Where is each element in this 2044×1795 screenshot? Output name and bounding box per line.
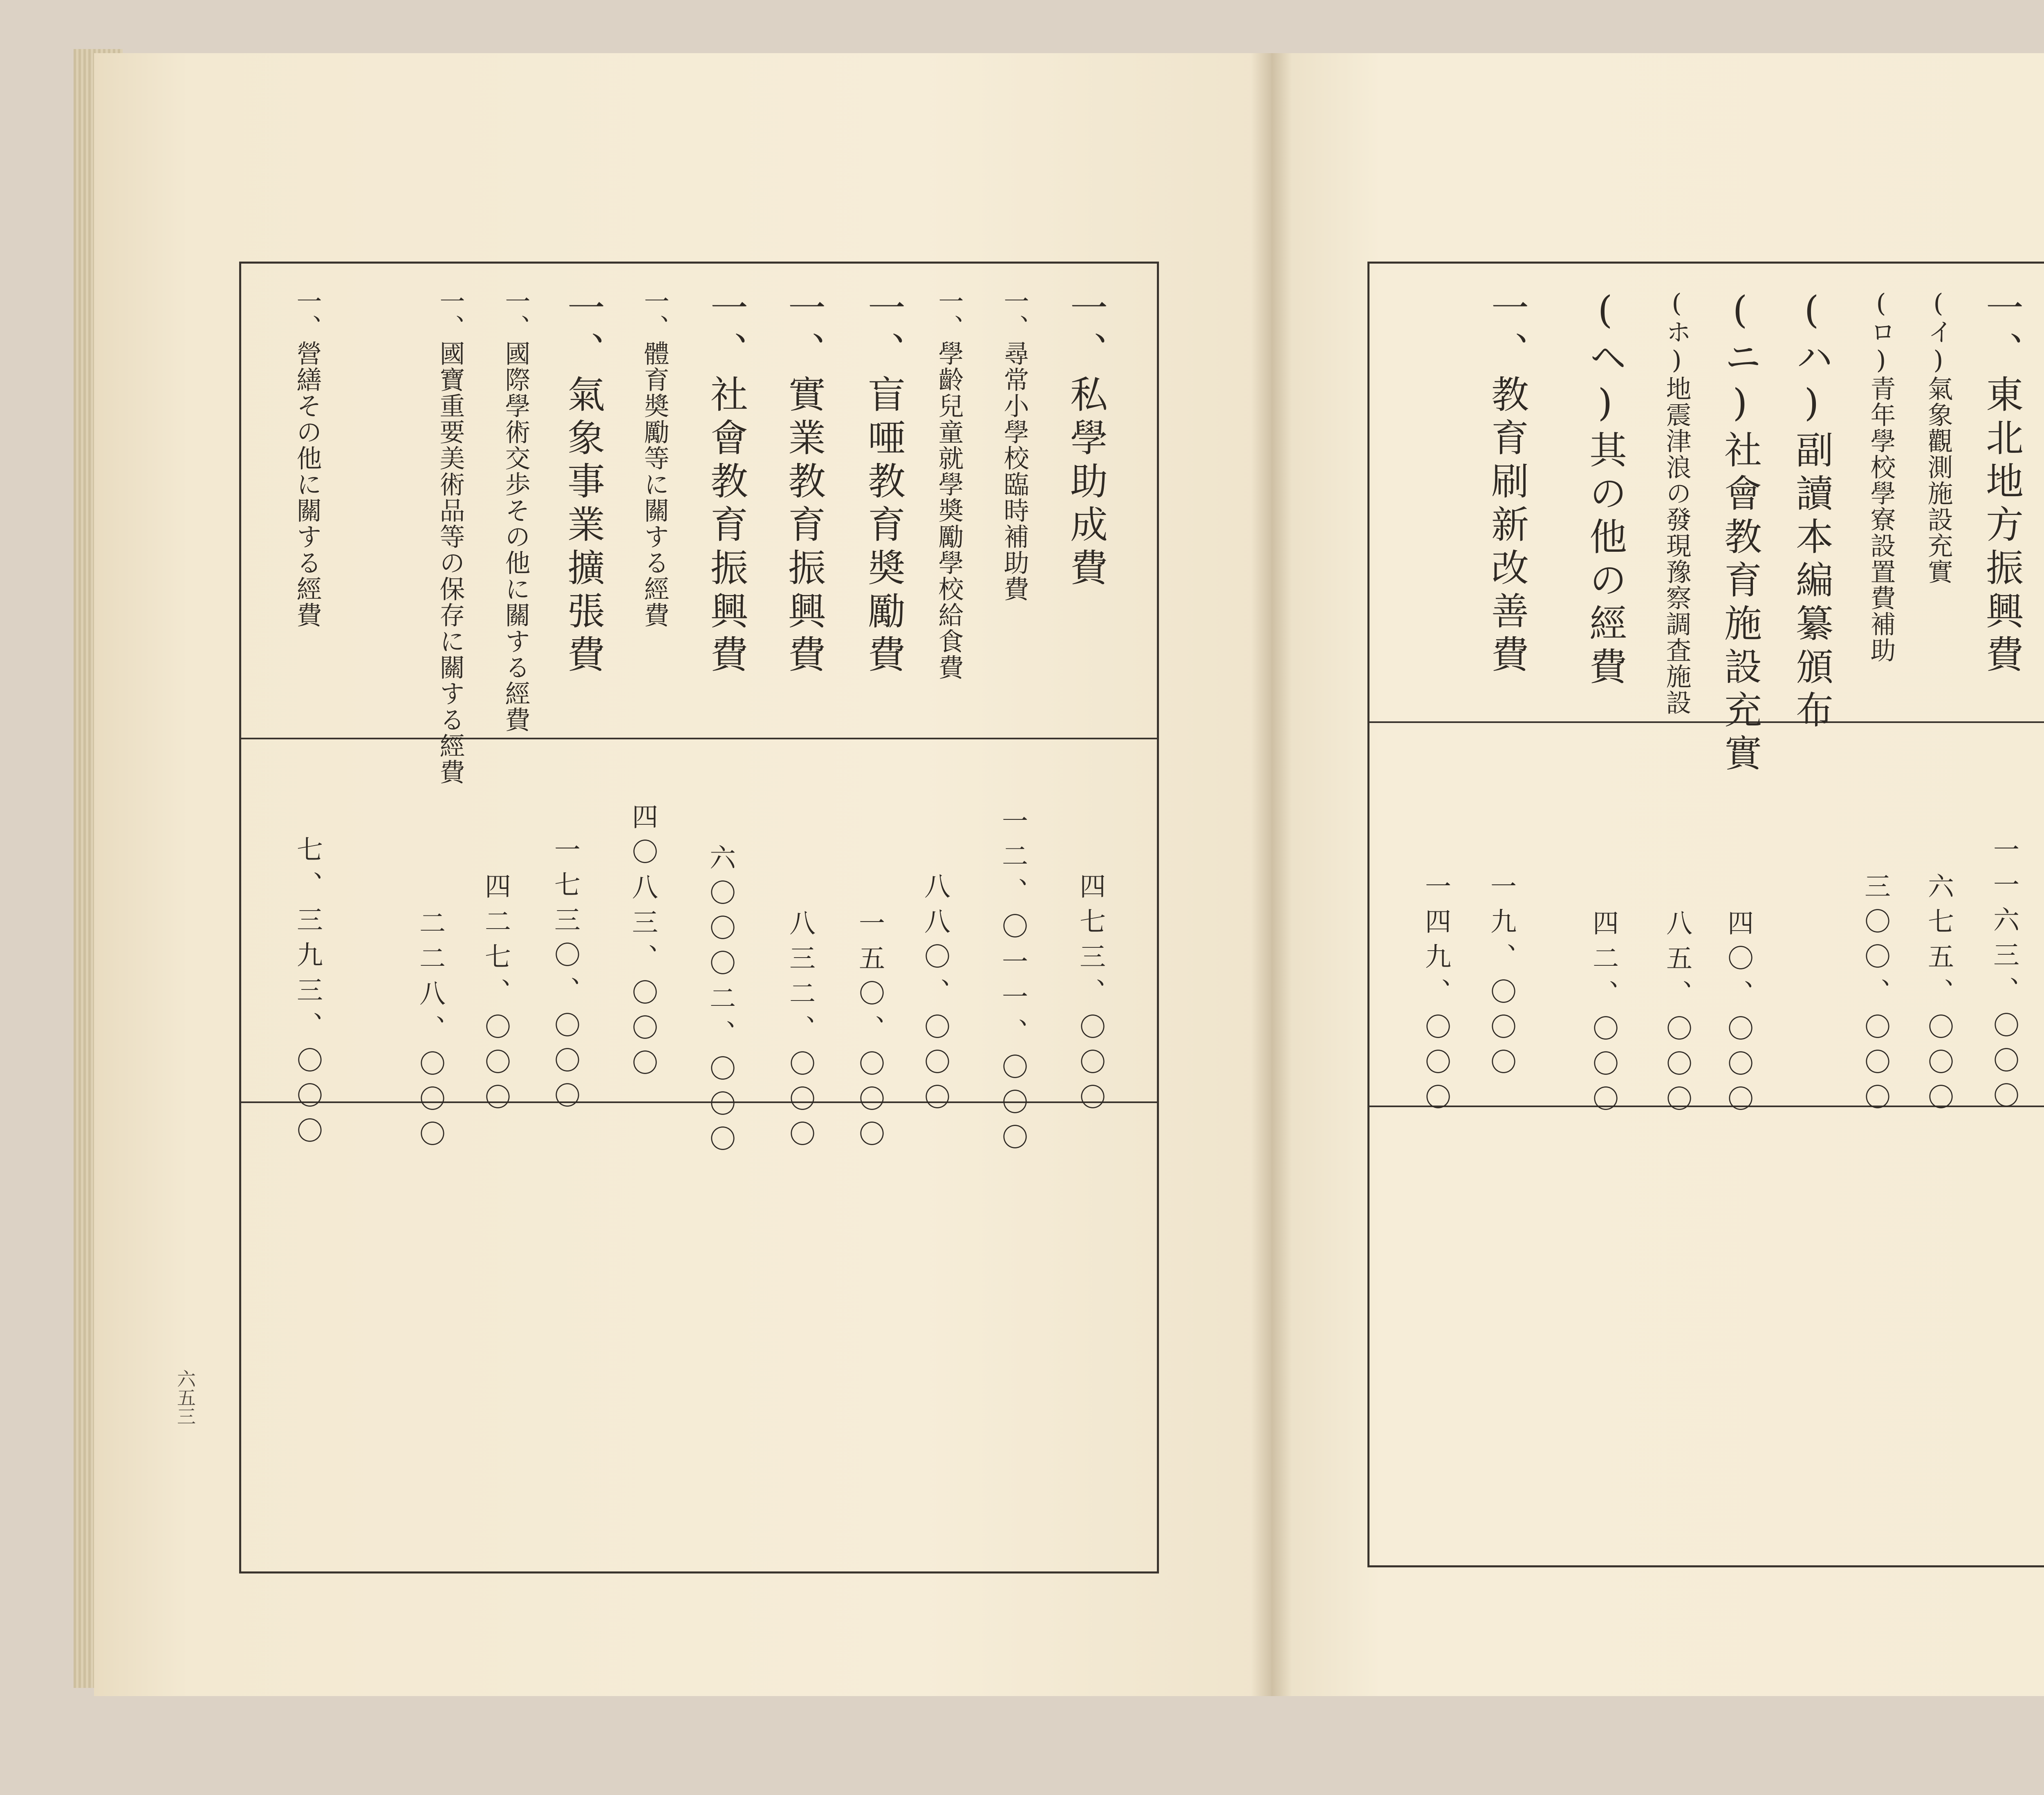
right-row-label: (ホ)地震津浪の發現豫察調査施設: [1662, 288, 1692, 716]
left-row-amount: 一五〇、〇〇〇: [854, 909, 885, 1155]
right-row-amount: 一一六三、〇〇〇: [1989, 836, 2019, 1117]
folio-left: 六五三: [174, 1369, 196, 1426]
left-row-label: 一、私學助成費: [1064, 288, 1108, 591]
right-row-amount: 六七五、〇〇〇: [1923, 873, 1954, 1119]
right-row-label: (ニ)社會教育施設充實: [1718, 288, 1762, 777]
left-row-label: 一、營繕その他に關する經費: [292, 288, 322, 628]
right-row-amount: 八五、〇〇〇: [1662, 909, 1692, 1120]
right-row-amount: 一九、〇〇〇: [1486, 873, 1516, 1083]
left-row-amount: 八三二、〇〇〇: [785, 909, 815, 1155]
left-row-amount: 四二七、〇〇〇: [480, 873, 511, 1119]
left-row-amount: 一七三〇、〇〇〇: [550, 836, 580, 1117]
right-row-amount: 四二、〇〇〇: [1588, 909, 1618, 1120]
left-row-label: 一、學齡兒童就學奬勵學校給食費: [934, 288, 964, 680]
left-row-amount: 一二、〇一一、〇〇〇: [997, 807, 1028, 1159]
right-row-label: (ハ)副讀本編纂頒布: [1790, 288, 1833, 734]
left-row-amount: 八八〇、〇〇〇: [920, 873, 950, 1119]
right-row-amount: 一四九、〇〇〇: [1421, 873, 1451, 1119]
right-expense-table: [1367, 262, 2044, 1567]
left-row-amount: 四七三、〇〇〇: [1075, 873, 1105, 1119]
book-gutter: [1251, 53, 1292, 1696]
right-row-amount: 三〇〇、〇〇〇: [1860, 873, 1890, 1119]
left-row-label: 一、尋常小學校臨時補助費: [1000, 288, 1029, 602]
left-row-label: 一、國寶重要美術品等の保存に關する經費: [435, 288, 465, 785]
left-row-amount: 六〇〇〇二、〇〇〇: [705, 844, 735, 1160]
left-row-label: 一、體育奬勵等に關する經費: [640, 288, 670, 628]
right-row-label: 一、教育刷新改善費: [1485, 288, 1529, 678]
right-row-label: 一、東北地方振興費: [1980, 288, 2024, 678]
left-row-label: 一、社會教育振興費: [704, 288, 748, 678]
left-row-amount: 七、三九三、〇〇〇: [292, 836, 323, 1152]
left-row-amount: 四〇八三、〇〇〇: [628, 803, 658, 1084]
right-row-label: (イ)氣象觀測施設充實: [1923, 288, 1953, 585]
left-expense-table: [239, 262, 1159, 1573]
left-row-amount: 二二八、〇〇〇: [415, 909, 445, 1155]
left-row-label: 一、盲唖教育奬勵費: [862, 288, 905, 678]
left-row-label: 一、氣象事業擴張費: [561, 288, 605, 678]
right-row-label: (ロ)青年學校學寮設置費補助: [1866, 288, 1896, 663]
left-row-label: 一、實業教育振興費: [782, 288, 826, 678]
right-row-amount: 四〇、〇〇〇: [1723, 909, 1753, 1120]
right-row-label: (ヘ)其の他の經費: [1583, 288, 1627, 690]
left-row-label: 一、國際學術交歩その他に關する經費: [501, 288, 531, 733]
